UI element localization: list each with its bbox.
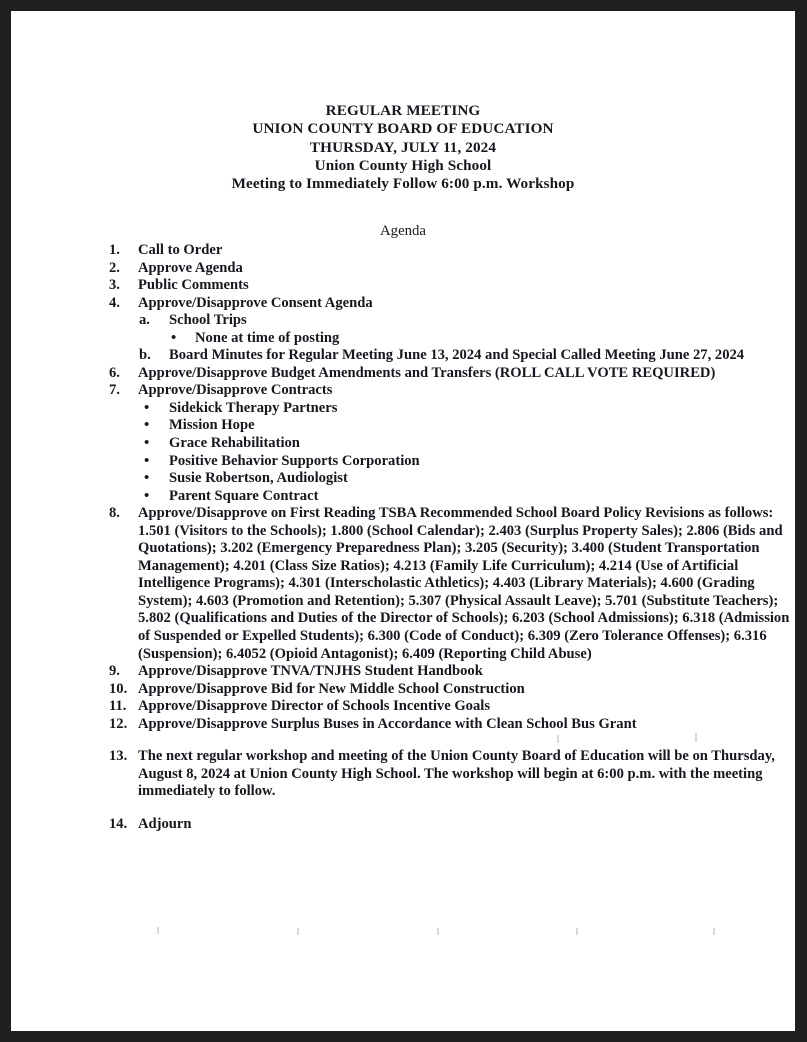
agenda-item-text: Grace Rehabilitation [169, 435, 300, 452]
header-line-location: Union County High School [314, 156, 492, 174]
agenda-item-marker: 14. [109, 815, 128, 832]
bullet-icon: • [171, 329, 177, 346]
agenda-item-9 [11, 663, 795, 681]
scan-artifact [437, 928, 439, 935]
agenda-item-marker: 13. [109, 748, 128, 765]
agenda-item-7-bullet-6 [11, 488, 795, 506]
agenda-item-marker: 6. [109, 364, 120, 381]
agenda-item-12 [11, 716, 795, 734]
agenda-item-text: The next regular workshop and meeting of the Union County Board of Education will be on Thursday, August 8, 2024 at Union County High School. The workshop will begin at 6:00 p.m. with the meeting immediately to follow. [138, 748, 775, 800]
scan-artifact [557, 735, 559, 743]
agenda-item-text: Susie Robertson, Audiologist [169, 470, 348, 487]
agenda-item-text: Approve/Disapprove TNVA/TNJHS Student Handbook [138, 663, 483, 680]
agenda-item-text: Call to Order [138, 242, 223, 258]
agenda-item-text: Parent Square Contract [169, 487, 319, 504]
header-line-time-note: Meeting to Immediately Follow 6:00 p.m. Workshop [231, 175, 575, 193]
agenda-item-marker: 12. [109, 715, 128, 732]
agenda-item-8 [11, 505, 795, 663]
bullet-icon: • [144, 452, 150, 469]
agenda-item-7-bullet-1 [11, 400, 795, 418]
agenda-item-7 [11, 382, 795, 400]
agenda-item-text: School Trips [169, 312, 247, 329]
agenda-item-text: Public Comments [138, 277, 249, 294]
scan-artifact [576, 928, 578, 935]
agenda-item-2 [11, 260, 795, 278]
header-line-date: THURSDAY, JULY 11, 2024 [309, 138, 497, 156]
bullet-icon: • [144, 487, 150, 504]
agenda-item-marker: a. [139, 312, 150, 329]
agenda-item-3 [11, 277, 795, 295]
agenda-item-6 [11, 365, 795, 383]
header-line-meeting-type: REGULAR MEETING [325, 102, 481, 119]
agenda-item-10 [11, 681, 795, 699]
agenda-item-text: Approve/Disapprove Bid for New Middle School Construction [138, 680, 525, 697]
agenda-item-text: Approve Agenda [138, 259, 243, 276]
header-line-organization: UNION COUNTY BOARD OF EDUCATION [252, 120, 554, 138]
agenda-item-marker: 2. [109, 259, 120, 276]
agenda-title: Agenda [379, 223, 427, 239]
agenda-item-text: None at time of posting [195, 329, 340, 346]
bullet-icon: • [144, 435, 150, 452]
agenda-item-text: Approve/Disapprove Consent Agenda [138, 294, 373, 311]
agenda-list [11, 242, 795, 834]
scan-artifact [297, 928, 299, 935]
document-body [11, 11, 795, 1031]
agenda-item-7-bullet-5 [11, 470, 795, 488]
agenda-item-1 [11, 242, 795, 260]
agenda-item-7-bullet-3 [11, 435, 795, 453]
agenda-item-4a-bullet-1 [11, 330, 795, 348]
agenda-item-text: Approve/Disapprove Surplus Buses in Accordance with Clean School Bus Grant [138, 715, 637, 732]
agenda-item-marker: 11. [109, 698, 127, 715]
spacer [11, 801, 795, 816]
agenda-item-14 [11, 816, 795, 834]
scan-artifact [713, 928, 715, 935]
agenda-item-4a [11, 312, 795, 330]
agenda-item-marker: 9. [109, 663, 120, 680]
agenda-item-text: Board Minutes for Regular Meeting June 13, 2024 and Special Called Meeting June 27, 2024 [169, 347, 745, 364]
agenda-item-text: Sidekick Therapy Partners [169, 399, 338, 416]
agenda-item-4b [11, 347, 795, 365]
agenda-item-text: Approve/Disapprove Contracts [138, 382, 333, 399]
spacer [11, 733, 795, 748]
document-page [11, 11, 795, 1031]
agenda-item-text: Adjourn [138, 815, 192, 832]
agenda-item-13 [11, 748, 795, 801]
agenda-item-text: Approve/Disapprove on First Reading TSBA Recommended School Board Policy Revisions as follows: 1.501 (Visitors to the Schools); 1.800 (School Calendar); 2.403 (Surplus Property Sales); 2.806 (Bids and Quotations); 3.202 (Emergency Preparedness Plan); 3.205 (Security); 3.400 (Student Transportation Management); 4.201 (Class Size Ratios); 4.213 (Family Life Curriculum); 4.214 (Use of Artificial Intelligence Programs); 4.301 (Interscholastic Athletics); 4.403 (Library Materials); 4.600 (Grading System); 4.603 (Promotion and Retention); 5.307 (Physical Assault Leave); 5.701 (Substitute Teachers); 5.802 (Qualifications and Duties of the Director of Schools); 6.203 (School Admissions); 6.318 (Admission of Suspended or Expelled Students); 6.300 (Code of Conduct); 6.309 (Zero Tolerance Offenses); 6.316 (Suspension); 6.4052 (Opioid Antagonist); 6.409 (Reporting Child Abuse) [138, 505, 790, 662]
agenda-item-marker: b. [139, 347, 151, 364]
agenda-item-text: Approve/Disapprove Budget Amendments and Transfers (ROLL CALL VOTE REQUIRED) [138, 364, 716, 381]
agenda-item-text: Mission Hope [169, 417, 255, 434]
bullet-icon: • [144, 470, 150, 487]
agenda-item-7-bullet-4 [11, 453, 795, 471]
agenda-item-4 [11, 295, 795, 313]
agenda-item-marker: 3. [109, 277, 120, 294]
agenda-item-text: Approve/Disapprove Director of Schools Incentive Goals [138, 698, 491, 715]
agenda-item-marker: 4. [109, 294, 120, 311]
scan-artifact [157, 927, 159, 934]
agenda-item-marker: 10. [109, 680, 128, 697]
document-header [11, 102, 795, 193]
agenda-item-marker: 8. [109, 505, 120, 522]
agenda-item-text: Positive Behavior Supports Corporation [169, 452, 420, 469]
bullet-icon: • [144, 399, 150, 416]
agenda-item-marker: 1. [109, 242, 120, 258]
bullet-icon: • [144, 417, 150, 434]
agenda-item-7-bullet-2 [11, 417, 795, 435]
scan-artifact [695, 733, 697, 742]
agenda-item-marker: 7. [109, 382, 120, 399]
agenda-item-11 [11, 698, 795, 716]
